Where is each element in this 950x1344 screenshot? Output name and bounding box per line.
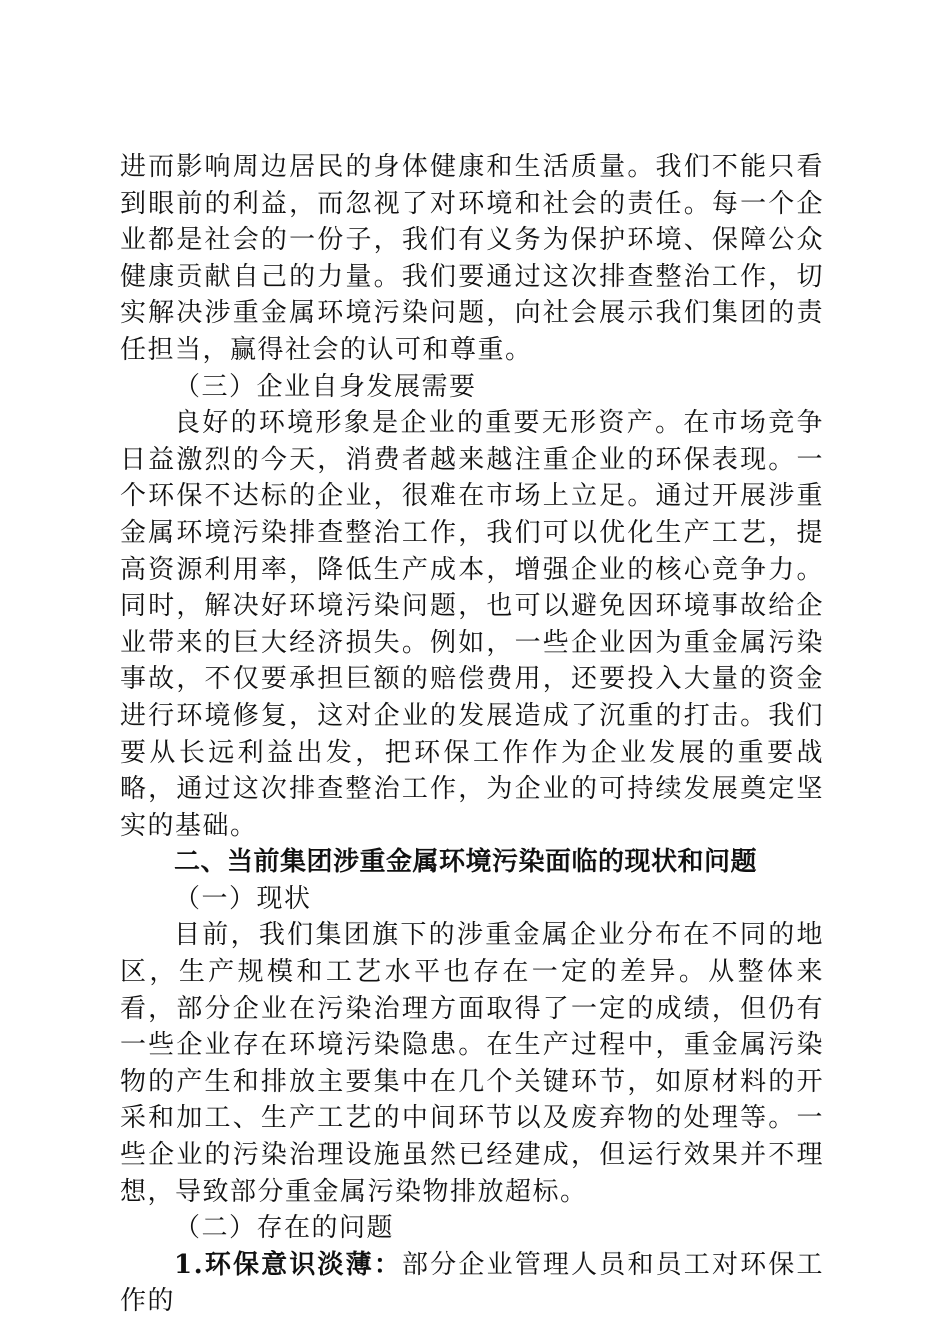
paragraph-status-description: 目前，我们集团旗下的涉重金属企业分布在不同的地区，生产规模和工艺水平也存在一定的差异。从整体来看，部分企业在污染治理方面取得了一定的成绩，但仍有一些企业存在环境污染隐患。在生产过程中，重金属污染物的产生和排放主要集中在几个关键环节，如原材料的开采和加工、生产工艺的中间环节以及废弃物的处理等。一些企业的污染治理设施虽然已经建成，但运行效果并不理想，导致部分重金属污染物排放超标。 <box>120 920 824 1207</box>
problem-item-1 <box>120 1247 824 1320</box>
paragraph-environmental-image: 良好的环境形象是企业的重要无形资产。在市场竞争日益激烈的今天，消费者越来越注重企业的环保表现。一个环保不达标的企业，很难在市场上立足。通过开展涉重金属环境污染排查整治工作，我们可以优化生产工艺，提高资源利用率，降低生产成本，增强企业的核心竞争力。同时，解决好环境污染问题，也可以避免因环境事故给企业带来的巨大经济损失。例如，一些企业因为重金属污染事故，不仅要承担巨额的赔偿费用，还要投入大量的资金进行环境修复，这对企业的发展造成了沉重的打击。我们要从长远利益出发，把环保工作作为企业发展的重要战略，通过这次排查整治工作，为企业的可持续发展奠定坚实的基础。 <box>120 408 824 841</box>
document-body <box>120 149 824 1320</box>
problem-item-1-text: 部分企业管理人员和员工对环保工作的 <box>120 1249 824 1317</box>
section-heading-current-status: 二、当前集团涉重金属环境污染面临的现状和问题 <box>174 847 758 878</box>
subheading-existing-problems: （二）存在的问题 <box>174 1213 395 1244</box>
problem-item-1-label: 1.环保意识淡薄： <box>174 1249 403 1280</box>
subheading-status: （一）现状 <box>174 883 312 914</box>
subheading-enterprise-development: （三）企业自身发展需要 <box>174 371 477 402</box>
paragraph-social-responsibility: 进而影响周边居民的身体健康和生活质量。我们不能只看到眼前的利益，而忽视了对环境和社会的责任。每一个企业都是社会的一份子，我们有义务为保护环境、保障公众健康贡献自己的力量。我们要通过这次排查整治工作，切实解决涉重金属环境污染问题，向社会展示我们集团的责任担当，赢得社会的认可和尊重。 <box>120 152 824 365</box>
